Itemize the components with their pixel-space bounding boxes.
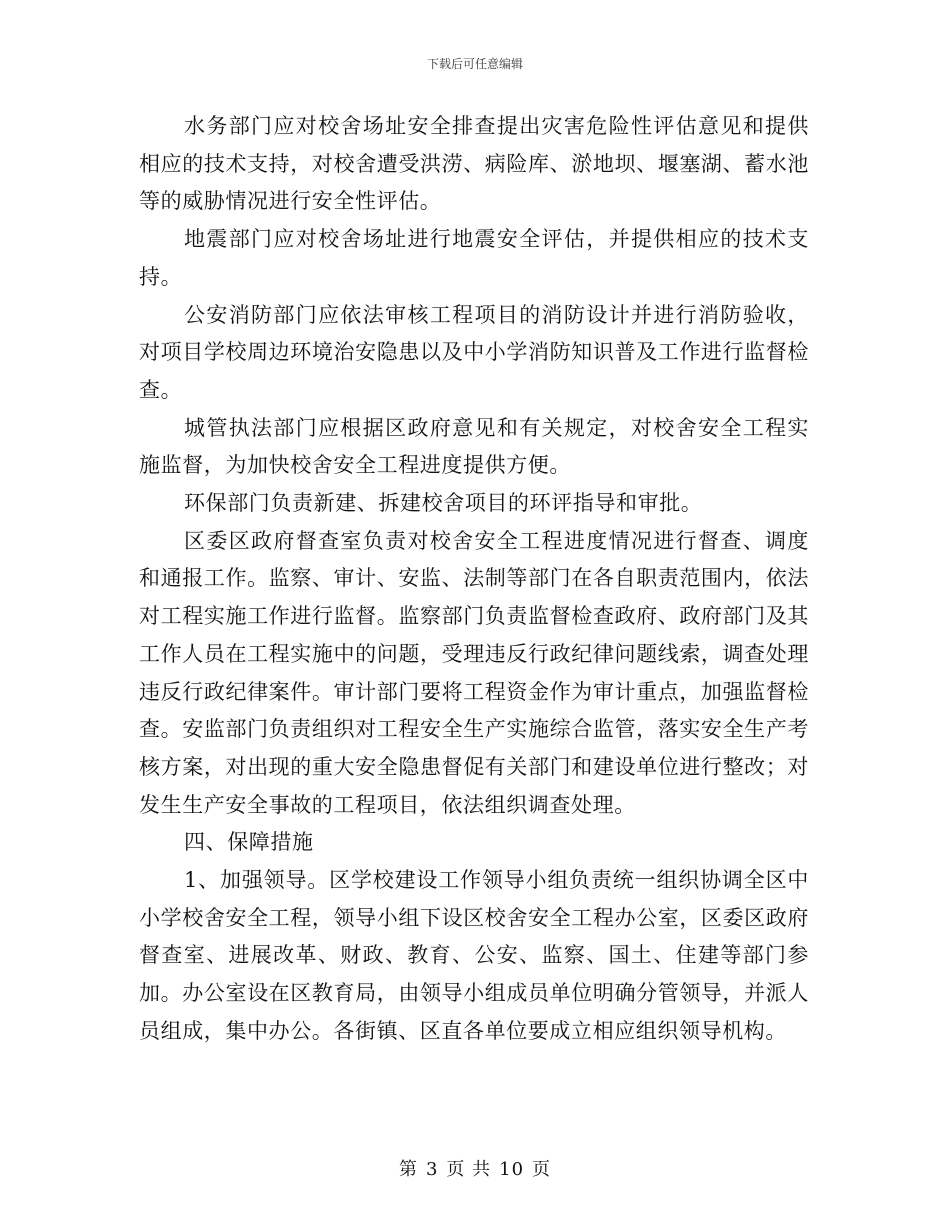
footer-prefix: 第 (398, 1159, 418, 1180)
footer-suffix: 页 (532, 1159, 552, 1180)
total-pages-number: 10 (499, 1159, 525, 1180)
paragraph-earthquake: 地震部门应对校舍场址进行地震安全评估，并提供相应的技术支持。 (139, 227, 809, 289)
document-body (139, 108, 809, 1051)
section-heading-safeguards: 四、保障措施 (184, 830, 314, 855)
paragraph-urban-management: 城管执法部门应根据区政府意见和有关规定，对校舍安全工程实施监督，为加快校舍安全工程进度提供方便。 (139, 415, 809, 478)
header-note: 下载后可任意编辑 (426, 57, 523, 71)
paragraph-environmental: 环保部门负责新建、拆建校舍项目的环评指导和审批。 (184, 491, 703, 516)
footer-mid: 页 共 (446, 1159, 492, 1180)
paragraph-leadership: 1、加强领导。区学校建设工作领导小组负责统一组织协调全区中小学校舍安全工程，领导小组下设区校舍安全工程办公室，区委区政府督查室、进展改革、财政、教育、公安、监察、国土、住建等部门参加。办公室设在区教育局，由领导小组成员单位明确分管领导，并派人员组成，集中办公。各街镇、区直各单位要成立相应组织领导机构。 (139, 868, 809, 1043)
page-footer (0, 1155, 950, 1181)
paragraph-supervision: 区委区政府督查室负责对校舍安全工程进度情况进行督查、调度和通报工作。监察、审计、安监、法制等部门在各自职责范围内，依法对工程实施工作进行监督。监察部门负责监督检查政府、政府部门及其工作人员在工程实施中的问题，受理违反行政纪律问题线索，调查处理违反行政纪律案件。审计部门要将工程资金作为审计重点，加强监督检查。安监部门负责组织对工程安全生产实施综合监管，落实安全生产考核方案，对出现的重大安全隐患督促有关部门和建设单位进行整改；对发生生产安全事故的工程项目，依法组织调查处理。 (139, 528, 809, 817)
paragraph-fire-protection: 公安消防部门应依法审核工程项目的消防设计并进行消防验收，对项目学校周边环境治安隐患以及中小学消防知识普及工作进行监督检查。 (139, 302, 809, 402)
paragraph-water-affairs: 水务部门应对校舍场址安全排查提出灾害危险性评估意见和提供相应的技术支持，对校舍遭受洪涝、病险库、淤地坝、堰塞湖、蓄水池等的威胁情况进行安全性评估。 (139, 114, 809, 214)
current-page-number: 3 (425, 1159, 439, 1180)
